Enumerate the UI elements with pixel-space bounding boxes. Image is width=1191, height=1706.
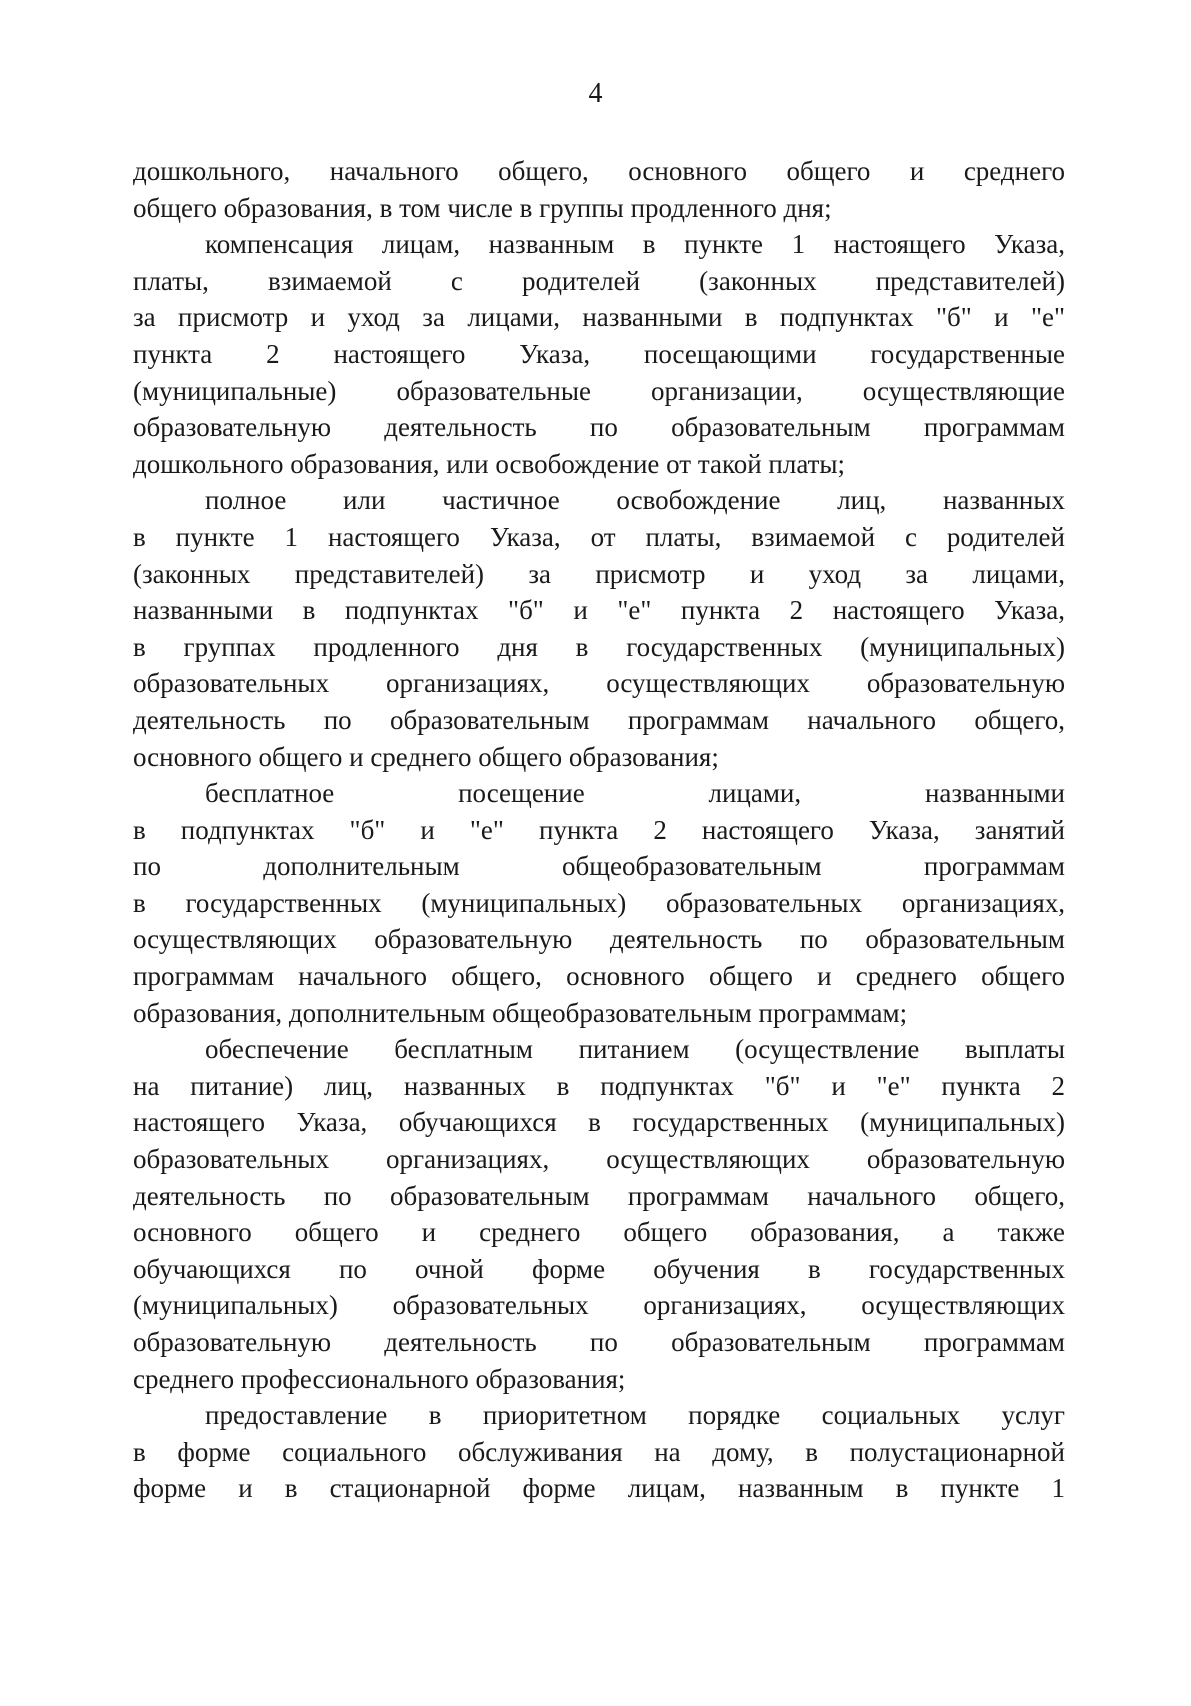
text-line: компенсация лицам, названным в пункте 1 настоящего Указа, (205, 229, 1065, 260)
text-line: обеспечение бесплатным питанием (осуществление выплаты (205, 1034, 1065, 1065)
text-line: пункта 2 настоящего Указа, посещающими государственные (133, 338, 1065, 369)
text-line: в группах продленного дня в государственных (муниципальных) (133, 631, 1065, 662)
text-line: образовательную деятельность по образовательным программам (133, 412, 1065, 443)
paragraph (133, 482, 1065, 775)
text-line: (муниципальные) образовательные организации, осуществляющие (133, 375, 1065, 406)
text-line: деятельность по образовательным программам начального общего, (133, 1180, 1065, 1211)
text-line: форме и в стационарной форме лицам, названным в пункте 1 (133, 1473, 1065, 1504)
text-line: основного общего и среднего общего образования; (133, 741, 719, 772)
text-line: названными в подпунктах "б" и "е" пункта 2 настоящего Указа, (133, 595, 1065, 626)
text-line: настоящего Указа, обучающихся в государственных (муниципальных) (133, 1107, 1065, 1138)
paragraph (133, 1031, 1065, 1397)
text-line: за присмотр и уход за лицами, названными в подпунктах "б" и "е" (133, 302, 1065, 333)
text-line: деятельность по образовательным программам начального общего, (133, 704, 1065, 735)
text-line: в подпунктах "б" и "е" пункта 2 настоящего Указа, занятий (133, 814, 1065, 845)
text-line: образовательную деятельность по образовательным программам (133, 1327, 1065, 1357)
text-line: программам начального общего, основного общего и среднего общего (133, 961, 1065, 992)
text-line: образовательных организациях, осуществляющих образовательную (133, 668, 1065, 699)
text-line: в государственных (муниципальных) образовательных организациях, (133, 887, 1065, 918)
text-line: дошкольного образования, или освобождение от такой платы; (133, 448, 846, 479)
paragraph (133, 226, 1065, 482)
text-line: на питание) лиц, названных в подпунктах "б" и "е" пункта 2 (133, 1070, 1065, 1101)
text-line: платы, взимаемой с родителей (законных представителей) (133, 265, 1065, 296)
document-body (133, 153, 1065, 1507)
text-line: дошкольного, начального общего, основного общего и среднего (133, 156, 1065, 186)
paragraph (133, 1397, 1065, 1507)
text-line: полное или частичное освобождение лиц, названных (205, 485, 1065, 516)
paragraph (133, 153, 1065, 226)
paragraph (133, 775, 1065, 1031)
text-line: основного общего и среднего общего образования, а также (133, 1217, 1065, 1248)
text-line: осуществляющих образовательную деятельность по образовательным (133, 924, 1065, 955)
text-line: среднего профессионального образования; (133, 1363, 626, 1394)
text-line: бесплатное посещение лицами, названными (205, 778, 1065, 809)
text-line: (муниципальных) образовательных организациях, осуществляющих (133, 1290, 1065, 1321)
text-line: предоставление в приоритетном порядке социальных услуг (205, 1400, 1065, 1431)
text-line: по дополнительным общеобразовательным программам (133, 851, 1065, 882)
text-line: (законных представителей) за присмотр и уход за лицами, (133, 558, 1065, 589)
text-line: общего образования, в том числе в группы продленного дня; (133, 192, 832, 223)
text-line: обучающихся по очной форме обучения в государственных (133, 1253, 1065, 1284)
text-line: образования, дополнительным общеобразовательным программам; (133, 997, 908, 1028)
text-line: образовательных организациях, осуществляющих образовательную (133, 1144, 1065, 1175)
text-line: в пункте 1 настоящего Указа, от платы, взимаемой с родителей (133, 521, 1065, 552)
page-number: 4 (588, 78, 603, 109)
text-line: в форме социального обслуживания на дому, в полустационарной (133, 1436, 1065, 1467)
